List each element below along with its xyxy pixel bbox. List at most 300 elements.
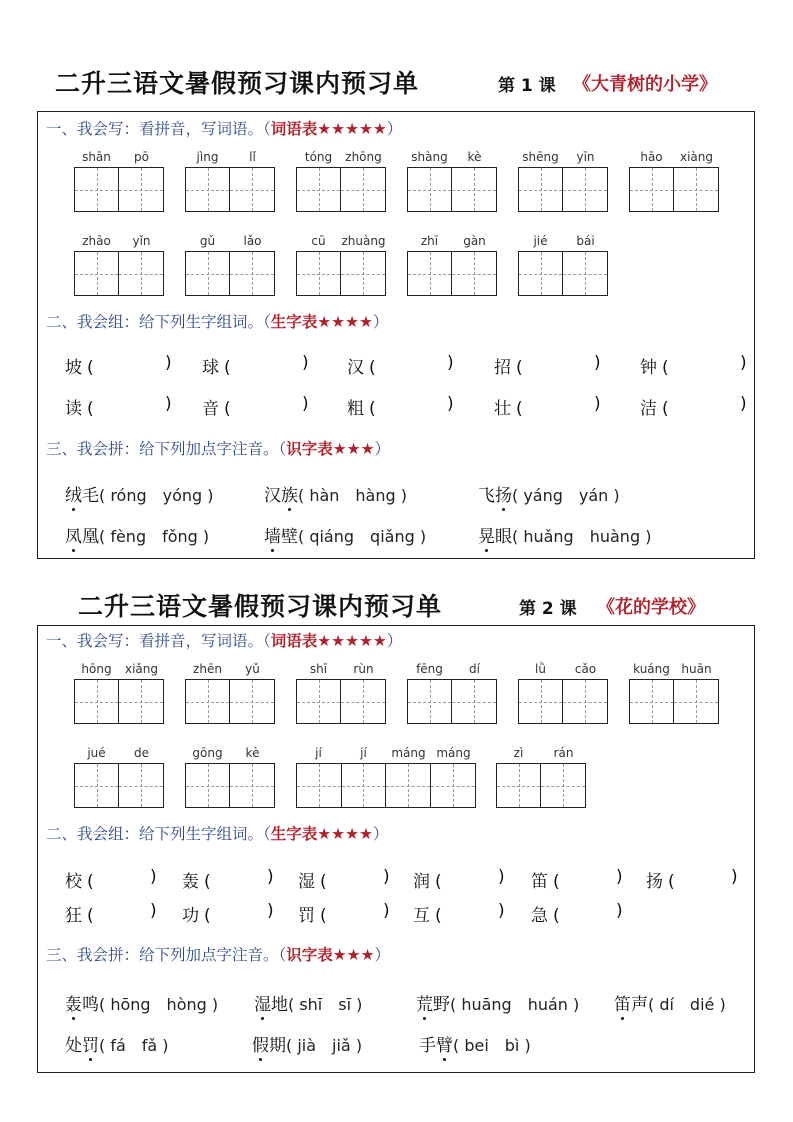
section-tag: 词语表★★★★★ xyxy=(270,632,387,650)
pinyin-syllable: máng xyxy=(391,746,426,760)
paren-open: ( xyxy=(298,527,310,546)
lesson-name: 《大青树的小学》 xyxy=(573,74,717,95)
paren-close: ) xyxy=(594,394,601,414)
writing-box[interactable] xyxy=(341,252,385,295)
section-label: 二、我会组：给下列生字组词。 xyxy=(46,825,264,843)
pinyin-syllable: bái xyxy=(576,234,595,248)
writing-box[interactable] xyxy=(341,168,385,211)
dotted-character: 笛 xyxy=(614,995,631,1015)
writing-box[interactable] xyxy=(75,764,119,807)
section-tag: 识字表★★★ xyxy=(286,946,375,964)
paren-close: ) xyxy=(640,527,652,546)
pinyin-choice[interactable] xyxy=(252,1031,362,1056)
character-blank[interactable] xyxy=(65,867,160,892)
paren-close: ) xyxy=(731,867,738,887)
paren-open: ( xyxy=(435,872,442,892)
character-blank[interactable] xyxy=(413,901,508,926)
section-tag: 生字表★★★★ xyxy=(270,313,373,331)
section-write-words xyxy=(46,629,402,651)
writing-boxes xyxy=(629,167,719,212)
word-suffix: 鸣 xyxy=(82,995,99,1015)
lesson-number: 第 1 课 xyxy=(498,76,556,96)
character-blank[interactable] xyxy=(347,394,457,419)
character: 音 xyxy=(202,399,219,419)
writing-box[interactable] xyxy=(386,764,431,807)
paren-close: ) xyxy=(616,901,623,921)
paren-close: ) xyxy=(447,353,454,373)
writing-box[interactable] xyxy=(563,680,607,723)
writing-box[interactable] xyxy=(119,252,163,295)
pinyin-syllable: gàn xyxy=(463,234,486,248)
pinyin-options: jià jiǎ xyxy=(297,1036,351,1055)
paren-open: （ xyxy=(263,120,271,138)
character-blank[interactable] xyxy=(65,901,160,926)
writing-box[interactable] xyxy=(75,252,119,295)
pinyin-row xyxy=(185,662,275,678)
word-prefix: 手 xyxy=(419,1036,436,1056)
pinyin-syllable: máng xyxy=(436,746,471,760)
paren-open: ( xyxy=(87,872,94,892)
pinyin-row xyxy=(185,746,275,762)
pinyin-row xyxy=(629,662,719,678)
word-prefix: 飞 xyxy=(478,486,495,506)
pinyin-row xyxy=(74,662,164,678)
section-make-words xyxy=(46,822,388,844)
pinyin-options: fèng fǒng xyxy=(110,527,198,546)
paren-open: （ xyxy=(263,632,271,650)
dotted-character: 族 xyxy=(281,486,298,506)
character-blank[interactable] xyxy=(182,867,277,892)
pinyin-row xyxy=(185,150,275,166)
pinyin-syllable: jié xyxy=(533,234,548,248)
writing-box[interactable] xyxy=(186,764,230,807)
pinyin-syllable: cū xyxy=(311,234,326,248)
writing-boxes xyxy=(185,763,275,808)
character: 轰 xyxy=(182,872,199,892)
writing-box[interactable] xyxy=(452,252,496,295)
writing-box[interactable] xyxy=(563,168,607,211)
paren-close: ) xyxy=(740,353,747,373)
lesson-panel xyxy=(37,625,755,1073)
writing-boxes xyxy=(496,763,586,808)
character-blank[interactable] xyxy=(298,867,393,892)
writing-box[interactable] xyxy=(674,680,718,723)
writing-box[interactable] xyxy=(75,168,119,211)
word-suffix: 声 xyxy=(631,995,648,1015)
writing-boxes xyxy=(296,167,386,212)
pinyin-syllable: kè xyxy=(245,746,260,760)
lesson-header xyxy=(0,60,793,100)
pinyin-syllable: yǐn xyxy=(132,234,151,248)
pinyin-row xyxy=(629,150,719,166)
paren-close: ) xyxy=(608,486,620,505)
pinyin-choice[interactable] xyxy=(65,990,218,1015)
writing-boxes xyxy=(185,679,275,724)
dotted-character: 臂 xyxy=(436,1036,453,1056)
pinyin-options: bei bì xyxy=(464,1036,520,1055)
pinyin-choice[interactable] xyxy=(65,481,214,506)
pinyin-syllable: zhuàng xyxy=(341,234,386,248)
paren-open: ( xyxy=(662,399,669,419)
paren-open: ( xyxy=(435,906,442,926)
writing-box[interactable] xyxy=(519,680,563,723)
writing-box[interactable] xyxy=(230,252,274,295)
pinyin-syllable: de xyxy=(134,746,149,760)
dotted-character: 晃 xyxy=(478,527,495,547)
pinyin-options: qiáng qiǎng xyxy=(309,527,415,546)
pinyin-syllable: rùn xyxy=(353,662,374,676)
character: 功 xyxy=(182,906,199,926)
paren-close: ） xyxy=(372,825,389,843)
character: 粗 xyxy=(347,399,364,419)
character-blank[interactable] xyxy=(494,394,604,419)
paren-open: ( xyxy=(516,358,523,378)
section-tag: 词语表★★★★★ xyxy=(270,120,387,138)
writing-box[interactable] xyxy=(341,680,385,723)
pinyin-choice[interactable] xyxy=(478,522,651,547)
paren-close: ) xyxy=(567,995,580,1014)
character: 罚 xyxy=(298,906,315,926)
character: 汉 xyxy=(347,358,364,378)
paren-close: ) xyxy=(383,867,390,887)
writing-box[interactable] xyxy=(519,168,563,211)
word-suffix: 眼 xyxy=(495,527,512,547)
section-tag: 识字表★★★ xyxy=(286,440,375,458)
dotted-character: 罚 xyxy=(82,1036,99,1056)
word-suffix: 地 xyxy=(271,995,288,1015)
pinyin-row xyxy=(518,150,608,166)
character-blank[interactable] xyxy=(640,353,750,378)
pinyin-syllable: yīn xyxy=(576,150,595,164)
writing-box[interactable] xyxy=(342,764,387,807)
pinyin-options: huāng huán xyxy=(461,995,568,1014)
dotted-character: 轰 xyxy=(65,995,82,1015)
writing-box[interactable] xyxy=(431,764,475,807)
pinyin-row xyxy=(496,746,586,762)
character-blank[interactable] xyxy=(531,867,626,892)
pinyin-row xyxy=(296,746,476,762)
writing-box[interactable] xyxy=(297,764,342,807)
character: 扬 xyxy=(646,872,663,892)
dotted-character: 墙 xyxy=(264,527,281,547)
pinyin-syllable: zhāo xyxy=(82,234,111,248)
section-write-words xyxy=(46,117,402,139)
paren-close: ) xyxy=(150,901,157,921)
paren-open: ( xyxy=(320,872,327,892)
paren-open: ( xyxy=(662,358,669,378)
pinyin-syllable: hāo xyxy=(640,150,663,164)
section-label: 一、我会写：看拼音，写词语。 xyxy=(46,632,264,650)
writing-boxes xyxy=(74,251,164,296)
character: 洁 xyxy=(640,399,657,419)
paren-close: ） xyxy=(386,120,403,138)
writing-box[interactable] xyxy=(630,680,674,723)
writing-box[interactable] xyxy=(408,680,452,723)
pinyin-row xyxy=(296,150,386,166)
writing-boxes xyxy=(296,679,386,724)
pinyin-choice[interactable] xyxy=(65,1031,169,1056)
character: 笛 xyxy=(531,872,548,892)
writing-boxes xyxy=(518,167,608,212)
pinyin-choice[interactable] xyxy=(254,990,362,1015)
character-blank[interactable] xyxy=(494,353,604,378)
writing-boxes xyxy=(518,679,608,724)
paren-close: ) xyxy=(383,901,390,921)
writing-box[interactable] xyxy=(541,764,585,807)
pinyin-syllable: kè xyxy=(467,150,482,164)
writing-box[interactable] xyxy=(230,168,274,211)
pinyin-row xyxy=(296,234,386,250)
pinyin-options: huǎng huàng xyxy=(523,527,641,546)
writing-box[interactable] xyxy=(119,168,163,211)
pinyin-options: hàn hàng xyxy=(309,486,396,505)
pinyin-row xyxy=(74,150,164,166)
pinyin-syllable: zhēn xyxy=(193,662,222,676)
writing-boxes xyxy=(407,167,497,212)
character: 坡 xyxy=(65,358,82,378)
character-blank[interactable] xyxy=(202,353,312,378)
pinyin-choice[interactable] xyxy=(614,990,726,1015)
writing-boxes xyxy=(629,679,719,724)
paren-open: ( xyxy=(87,358,94,378)
paren-close: ) xyxy=(302,394,309,414)
paren-close: ） xyxy=(372,313,389,331)
lesson-name: 《花的学校》 xyxy=(597,597,705,618)
character-blank[interactable] xyxy=(347,353,457,378)
paren-open: ( xyxy=(512,527,524,546)
pinyin-syllable: tóng xyxy=(304,150,333,164)
page-title: 二升三语文暑假预习课内预习单 xyxy=(55,69,420,98)
character-blank[interactable] xyxy=(646,867,741,892)
paren-open: ( xyxy=(450,995,462,1014)
pinyin-options: róng yóng xyxy=(110,486,203,505)
paren-open: ( xyxy=(87,399,94,419)
pinyin-syllable: gōng xyxy=(192,746,223,760)
word-suffix: 凰 xyxy=(82,527,99,547)
character: 狂 xyxy=(65,906,82,926)
pinyin-syllable: dí xyxy=(469,662,480,676)
writing-box[interactable] xyxy=(563,252,607,295)
writing-boxes xyxy=(74,167,164,212)
writing-box[interactable] xyxy=(452,680,496,723)
paren-close: ) xyxy=(616,867,623,887)
paren-close: ) xyxy=(351,995,363,1014)
pinyin-row xyxy=(518,662,608,678)
paren-open: ( xyxy=(286,1036,298,1055)
paren-open: ( xyxy=(668,872,675,892)
paren-open: （ xyxy=(278,440,287,458)
character: 湿 xyxy=(298,872,315,892)
pinyin-syllable: jí xyxy=(360,746,367,760)
lesson-number: 第 2 课 xyxy=(519,599,577,619)
writing-boxes xyxy=(407,679,497,724)
writing-box[interactable] xyxy=(119,680,163,723)
writing-box[interactable] xyxy=(452,168,496,211)
character-blank[interactable] xyxy=(65,353,175,378)
page-title: 二升三语文暑假预习课内预习单 xyxy=(78,592,443,621)
word-suffix: 毛 xyxy=(82,486,99,506)
section-label: 二、我会组：给下列生字组词。 xyxy=(46,313,264,331)
pinyin-choice[interactable] xyxy=(419,1031,531,1056)
pinyin-syllable: xiǎng xyxy=(124,662,158,676)
pinyin-row xyxy=(407,150,497,166)
pinyin-syllable: kuáng xyxy=(633,662,670,676)
paren-close: ) xyxy=(447,394,454,414)
paren-open: ( xyxy=(516,399,523,419)
character: 急 xyxy=(531,906,548,926)
character-blank[interactable] xyxy=(182,901,277,926)
writing-box[interactable] xyxy=(186,252,230,295)
character-blank[interactable] xyxy=(413,867,508,892)
writing-box[interactable] xyxy=(297,680,341,723)
paren-open: ( xyxy=(453,1036,465,1055)
paren-close: ) xyxy=(594,353,601,373)
writing-boxes xyxy=(296,251,386,296)
paren-close: ) xyxy=(197,527,210,546)
lesson-header xyxy=(0,583,793,623)
writing-box[interactable] xyxy=(674,168,718,211)
pinyin-row xyxy=(407,662,497,678)
word-suffix: 野 xyxy=(433,995,450,1015)
writing-boxes xyxy=(296,763,476,808)
pinyin-choice[interactable] xyxy=(416,990,579,1015)
writing-box[interactable] xyxy=(519,252,563,295)
paren-close: ) xyxy=(395,486,407,505)
pinyin-syllable: xiàng xyxy=(679,150,713,164)
paren-close: ） xyxy=(386,632,403,650)
word-prefix: 处 xyxy=(65,1036,82,1056)
paren-close: ) xyxy=(714,995,726,1014)
pinyin-choice[interactable] xyxy=(478,481,620,506)
writing-box[interactable] xyxy=(297,168,341,211)
pinyin-options: hōng hòng xyxy=(110,995,207,1014)
character-blank[interactable] xyxy=(531,901,626,926)
dotted-character: 湿 xyxy=(254,995,271,1015)
pinyin-row xyxy=(74,746,164,762)
dotted-character: 荒 xyxy=(416,995,433,1015)
character: 壮 xyxy=(494,399,511,419)
paren-open: ( xyxy=(298,486,310,505)
lesson-panel xyxy=(37,111,755,559)
writing-box[interactable] xyxy=(75,680,119,723)
paren-open: ( xyxy=(204,872,211,892)
paren-open: ( xyxy=(204,906,211,926)
writing-box[interactable] xyxy=(408,168,452,211)
paren-open: ( xyxy=(99,995,111,1014)
pinyin-options: dí dié xyxy=(659,995,715,1014)
paren-close: ) xyxy=(414,527,427,546)
pinyin-syllable: jìng xyxy=(196,150,219,164)
paren-open: ( xyxy=(553,906,560,926)
pinyin-syllable: huān xyxy=(681,662,712,676)
paren-close: ) xyxy=(267,901,274,921)
pinyin-row xyxy=(74,234,164,250)
writing-boxes xyxy=(518,251,608,296)
paren-close: ) xyxy=(498,901,505,921)
paren-open: ( xyxy=(99,527,111,546)
paren-close: ) xyxy=(740,394,747,414)
paren-close: ) xyxy=(267,867,274,887)
writing-box[interactable] xyxy=(230,764,274,807)
paren-open: ( xyxy=(553,872,560,892)
writing-boxes xyxy=(74,763,164,808)
paren-open: ( xyxy=(99,486,111,505)
section-tag: 生字表★★★★ xyxy=(270,825,373,843)
section-label: 一、我会写：看拼音，写词语。 xyxy=(46,120,264,138)
pinyin-syllable: shān xyxy=(82,150,111,164)
paren-close: ) xyxy=(165,353,172,373)
pinyin-syllable: gǔ xyxy=(199,234,216,248)
pinyin-choice[interactable] xyxy=(65,522,209,547)
paren-open: ( xyxy=(512,486,524,505)
pinyin-row xyxy=(185,234,275,250)
paren-close: ） xyxy=(374,946,390,964)
paren-open: ( xyxy=(648,995,660,1014)
paren-open: ( xyxy=(288,995,300,1014)
paren-open: ( xyxy=(320,906,327,926)
writing-boxes xyxy=(407,251,497,296)
section-label: 三、我会拼：给下列加点字注音。 xyxy=(46,946,279,964)
paren-open: ( xyxy=(369,399,376,419)
writing-box[interactable] xyxy=(408,252,452,295)
writing-box[interactable] xyxy=(119,764,163,807)
character: 互 xyxy=(413,906,430,926)
dotted-character: 扬 xyxy=(495,486,512,506)
pinyin-choice[interactable] xyxy=(264,522,426,547)
writing-box[interactable] xyxy=(186,680,230,723)
writing-boxes xyxy=(185,167,275,212)
paren-open: ( xyxy=(87,906,94,926)
pinyin-syllable: lǜ xyxy=(535,662,546,676)
paren-open: ( xyxy=(99,1036,111,1055)
pinyin-syllable: hōng xyxy=(81,662,112,676)
writing-box[interactable] xyxy=(230,680,274,723)
paren-close: ） xyxy=(374,440,390,458)
character: 校 xyxy=(65,872,82,892)
section-make-words xyxy=(46,310,388,332)
writing-boxes xyxy=(185,251,275,296)
pinyin-options: fá fǎ xyxy=(110,1036,158,1055)
word-prefix: 汉 xyxy=(264,486,281,506)
pinyin-syllable: pō xyxy=(134,150,149,164)
pinyin-syllable: zì xyxy=(513,746,524,760)
section-pinyin xyxy=(46,437,390,459)
writing-box[interactable] xyxy=(186,168,230,211)
writing-box[interactable] xyxy=(497,764,541,807)
paren-close: ) xyxy=(165,394,172,414)
writing-box[interactable] xyxy=(630,168,674,211)
character-blank[interactable] xyxy=(202,394,312,419)
paren-close: ) xyxy=(150,867,157,887)
paren-open: （ xyxy=(278,946,287,964)
pinyin-syllable: shī xyxy=(309,662,328,676)
paren-close: ) xyxy=(202,486,214,505)
pinyin-syllable: shàng xyxy=(411,150,448,164)
pinyin-syllable: shēng xyxy=(522,150,559,164)
character: 读 xyxy=(65,399,82,419)
writing-box[interactable] xyxy=(297,252,341,295)
pinyin-syllable: yǔ xyxy=(245,662,260,676)
pinyin-options: yáng yán xyxy=(523,486,609,505)
paren-close: ) xyxy=(206,995,219,1014)
character-blank[interactable] xyxy=(65,394,175,419)
pinyin-options: shī sī xyxy=(299,995,352,1014)
pinyin-choice[interactable] xyxy=(264,481,407,506)
character-blank[interactable] xyxy=(640,394,750,419)
writing-boxes xyxy=(74,679,164,724)
character-blank[interactable] xyxy=(298,901,393,926)
pinyin-syllable: lǐ xyxy=(249,150,256,164)
